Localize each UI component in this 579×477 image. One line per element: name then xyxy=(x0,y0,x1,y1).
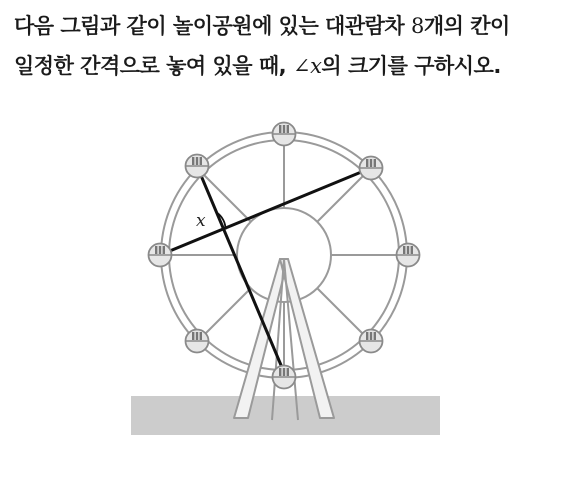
wheel-hub-ring xyxy=(237,208,331,302)
angle-symbol: ∠ xyxy=(292,54,311,78)
chord-left-to-upper-right xyxy=(160,168,371,255)
cabin-top xyxy=(273,123,296,146)
problem-line-1-after: 개의 칸이 xyxy=(423,14,510,38)
cabin-upper-right xyxy=(360,157,383,180)
cabin-lower-right xyxy=(360,330,383,353)
angle-label-x: x xyxy=(196,211,206,231)
cabin-upper-left xyxy=(186,155,209,178)
cabin-bottom xyxy=(273,366,296,389)
problem-line-2-after: 의 크기를 구하시오. xyxy=(321,54,501,78)
angle-variable: x xyxy=(310,54,322,78)
ground xyxy=(131,396,440,435)
problem-line-2-before: 일정한 간격으로 놓여 있을 때, xyxy=(14,54,293,78)
cabin-lower-left xyxy=(186,330,209,353)
problem-line-1-before: 다음 그림과 같이 놀이공원에 있는 대관람차 xyxy=(14,14,412,38)
cabin-left xyxy=(149,244,172,267)
cabin-right xyxy=(397,244,420,267)
chord-upper-left-to-bottom xyxy=(197,166,286,377)
cabin-count-number: 8 xyxy=(411,14,424,38)
